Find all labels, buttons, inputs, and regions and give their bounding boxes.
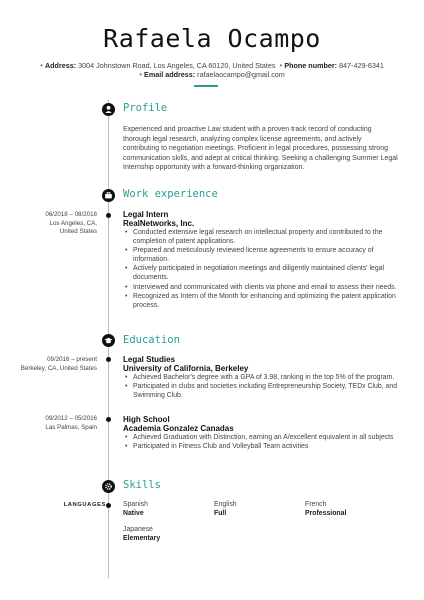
contact-row-2 bbox=[0, 70, 424, 79]
list-item: • Achieved Graduation with Distinction, earning an A/excellent equivalent in all subjects bbox=[133, 433, 408, 442]
list-item: • Actively participated in negotiation meetings and diligently maintained clients' legal documents. bbox=[133, 264, 408, 282]
phone-value: 847-429-6341 bbox=[339, 61, 384, 70]
list-item: • Participated in clubs and societies including Entrepreneurship Society, TEDx Club, and Swimming Club. bbox=[133, 382, 408, 400]
profile-title: Profile bbox=[123, 102, 168, 114]
skill-level: Native bbox=[123, 510, 144, 517]
bullet-dot: • bbox=[40, 61, 43, 70]
skill-name: French bbox=[305, 501, 327, 508]
job-date-block bbox=[7, 211, 97, 237]
timeline-dot bbox=[106, 213, 111, 218]
edu-title: Legal Studies bbox=[123, 355, 176, 364]
skill-level: Professional bbox=[305, 510, 347, 517]
edu-date-block bbox=[7, 356, 97, 373]
skills-title: Skills bbox=[123, 479, 161, 491]
list-item: • Conducted extensive legal research on intellectual property and contributed to the completion of patent applications. bbox=[133, 228, 408, 246]
edu-bullets bbox=[123, 433, 408, 451]
profile-text: Experienced and proactive Law student with a proven track record of conducting thorough legal research, analyzing complex license agreements, and actively contributing to negotiation meetings. Proficient in legal procedures, possessing strong communication skills, and adept at critical thinking. Seeking a challenging Summer Legal Internship opportunity with a forward-thinking organization. bbox=[123, 126, 398, 172]
edu-title: High School bbox=[123, 415, 170, 424]
work-title: Work experience bbox=[123, 188, 218, 200]
list-item: • Interviewed and communicated with clients via phone and email to assess their needs. bbox=[133, 283, 408, 292]
job-org: RealNetworks, Inc. bbox=[123, 219, 195, 228]
bullet-dot: • bbox=[139, 70, 143, 79]
edu-org: University of California, Berkeley bbox=[123, 364, 249, 373]
edu-location: Las Palmas, Spain bbox=[45, 423, 97, 431]
education-title: Education bbox=[123, 334, 180, 346]
list-item: • Participated in Fitness Club and Volleyball Team activities bbox=[133, 442, 408, 451]
address-value: 3004 Johnstown Road, Los Angeles, CA 60120, United States bbox=[78, 61, 276, 70]
email-label: Email address: bbox=[144, 70, 196, 79]
edu-dates: 09/2012 – 05/2016 bbox=[45, 415, 97, 422]
timeline-dot bbox=[106, 503, 111, 508]
job-title: Legal Intern bbox=[123, 210, 169, 219]
edu-dates: 09/2016 – present bbox=[47, 356, 97, 363]
resume-name: Rafaela Ocampo bbox=[103, 24, 321, 53]
phone-label: Phone number: bbox=[284, 61, 338, 70]
timeline-dot bbox=[106, 417, 111, 422]
address-label: Address: bbox=[44, 61, 77, 70]
list-item: • Achieved Bachelor's degree with a GPA of 3.98, ranking in the top 5% of the program. bbox=[133, 373, 408, 382]
edu-date-block bbox=[7, 415, 97, 432]
edu-org: Academia Gonzalez Canadas bbox=[123, 424, 234, 433]
list-item: • Prepared and meticulously reviewed license agreements to ensure accuracy of information. bbox=[133, 246, 408, 264]
briefcase-icon bbox=[102, 189, 115, 202]
skill-name: English bbox=[214, 501, 237, 508]
skill-name: Spanish bbox=[123, 501, 148, 508]
header-accent-line bbox=[194, 85, 218, 87]
graduation-cap-icon bbox=[102, 334, 115, 347]
skill-level: Elementary bbox=[123, 535, 161, 542]
list-item: • Recognized as Intern of the Month for enhancing and optimizing the patent application process. bbox=[133, 292, 408, 310]
person-icon bbox=[102, 103, 115, 116]
gear-icon bbox=[102, 480, 115, 493]
skills-category: LANGUAGES bbox=[63, 502, 106, 508]
job-bullets bbox=[123, 228, 408, 310]
bullet-dot: • bbox=[279, 61, 283, 70]
edu-bullets bbox=[123, 373, 408, 400]
contact-row-1 bbox=[0, 61, 424, 70]
skill-level: Full bbox=[214, 510, 227, 517]
job-location-line1: Los Angeles, CA, bbox=[49, 219, 97, 227]
skill-name: Japanese bbox=[123, 526, 153, 533]
edu-location: Berkeley, CA, United States bbox=[20, 364, 97, 372]
job-location-line2: United States bbox=[59, 228, 97, 236]
timeline-dot bbox=[106, 357, 111, 362]
job-dates: 06/2018 – 08/2018 bbox=[45, 211, 97, 218]
email-value[interactable]: rafaelaocampo@gmail.com bbox=[197, 70, 285, 79]
